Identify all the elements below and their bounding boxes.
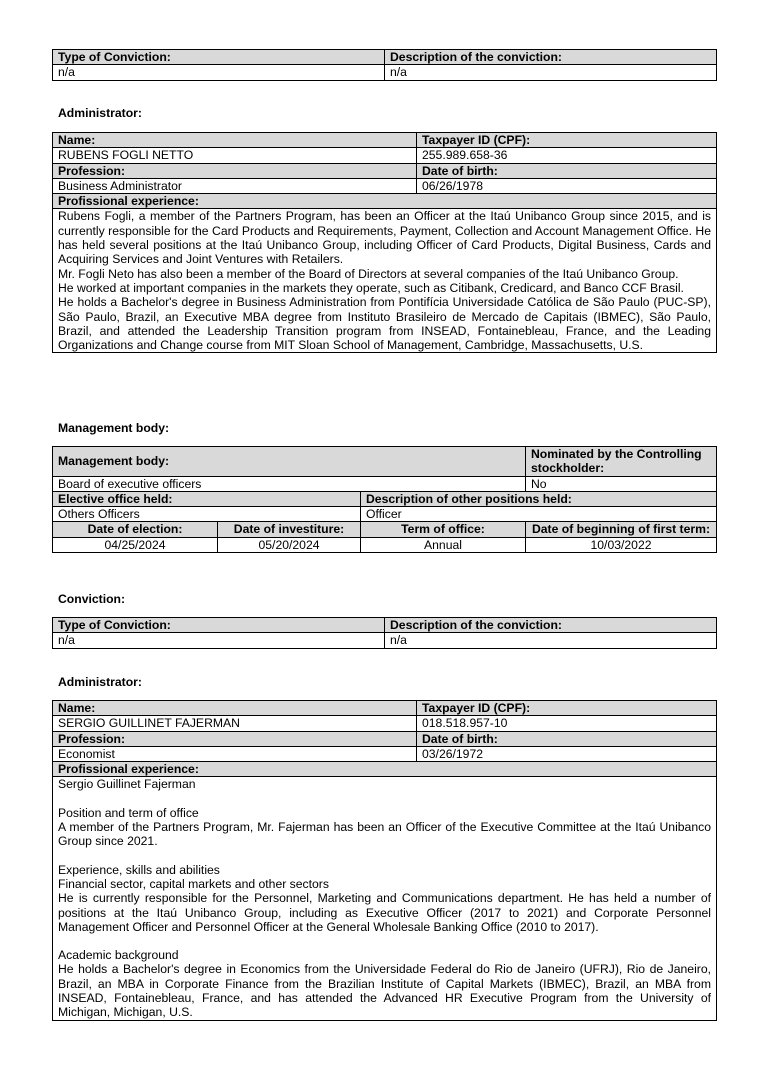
profession-value: Business Administrator (53, 178, 417, 193)
experience-paragraph: Financial sector, capital markets and other sectors (58, 876, 329, 891)
dob-value: 06/26/1978 (417, 178, 717, 193)
election-date-value: 04/25/2024 (53, 537, 218, 552)
experience-subheading: Experience, skills and abilities (58, 862, 220, 877)
name-value: RUBENS FOGLI NETTO (53, 148, 417, 163)
conviction-type-label: Type of Conviction: (53, 50, 385, 65)
experience-text (53, 777, 717, 1020)
experience-label: Profissional experience: (53, 762, 717, 777)
experience-paragraph: He holds a Bachelor's degree in Business Administration from Pontifícia Universidade Católica de São Paulo (PUC-SP), São Paulo, Brazil, an Executive MBA degree from Instituto Brasileiro de Mercado de Capitais (IBMEC), São Paulo, Brazil, and attended the Leadership Transition program from INSEAD, Fontainebleau, France, and the Leading Organizations and Change course from MIT Sloan School of Management, Cambridge, Massachusetts, U.S. (58, 295, 711, 353)
profession-label: Profession: (53, 731, 417, 746)
experience-subheading: Position and term of office (58, 805, 199, 820)
administrator-heading-2: Administrator: (58, 675, 142, 689)
first-term-date-value: 10/03/2022 (526, 537, 717, 552)
name-value: SERGIO GUILLINET FAJERMAN (53, 716, 417, 731)
conviction-type-value: n/a (53, 633, 385, 648)
experience-label: Profissional experience: (53, 194, 717, 209)
cpf-label: Taxpayer ID (CPF): (417, 133, 717, 148)
profession-label: Profession: (53, 163, 417, 178)
paragraph-spacer (58, 934, 711, 948)
first-term-date-label: Date of beginning of first term: (526, 522, 717, 537)
dob-value: 03/26/1972 (417, 746, 717, 761)
conviction-table-1 (52, 49, 717, 81)
management-body-table (52, 446, 717, 553)
experience-text (53, 209, 717, 353)
dob-label: Date of birth: (417, 731, 717, 746)
conviction-desc-label: Description of the conviction: (385, 618, 717, 633)
conviction-heading: Conviction: (58, 592, 126, 606)
administrator-table-2 (52, 700, 717, 1021)
management-body-value: Board of executive officers (53, 476, 526, 491)
conviction-type-value: n/a (53, 65, 385, 80)
conviction-desc-value: n/a (385, 65, 717, 80)
experience-paragraph: Mr. Fogli Neto has also been a member of the Board of Directors at several companies of the Itaú Unibanco Group. (58, 266, 679, 281)
dob-label: Date of birth: (417, 163, 717, 178)
experience-paragraph: He is currently responsible for the Personnel, Marketing and Communications department. He has held a number of positions at the Itaú Unibanco Group, including as Executive Officer (2017 to 2021) and Corporate Personnel Management Officer and Personnel Officer at the General Wholesale Banking Office (2010 to 2017). (58, 891, 711, 934)
name-label: Name: (53, 701, 417, 716)
cpf-value: 018.518.957-10 (417, 716, 717, 731)
experience-paragraph: He holds a Bachelor's degree in Economics from the Universidade Federal do Rio de Janeiro (UFRJ), Rio de Janeiro, Brazil, an MBA in Corporate Finance from the Brazilian Institute of Capital Markets (IBMEC), Brazil, an MBA from INSEAD, Fontainebleau, France, and has attended the Advanced HR Executive Program from the University of Michigan, Michigan, U.S. (58, 962, 711, 1020)
elective-office-value: Others Officers (53, 507, 361, 522)
conviction-desc-label: Description of the conviction: (385, 50, 717, 65)
administrator-heading-1: Administrator: (58, 106, 142, 120)
term-of-office-value: Annual (361, 537, 526, 552)
experience-subheading: Academic background (58, 948, 179, 963)
election-date-label: Date of election: (53, 522, 218, 537)
nominated-value: No (526, 476, 717, 491)
conviction-desc-value: n/a (385, 633, 717, 648)
paragraph-spacer (58, 792, 711, 806)
administrator-table-1 (52, 132, 717, 353)
investiture-date-label: Date of investiture: (218, 522, 361, 537)
paragraph-spacer (58, 849, 711, 863)
other-positions-label: Description of other positions held: (361, 491, 717, 506)
management-body-label: Management body: (53, 447, 526, 477)
experience-paragraph: Sergio Guillinet Fajerman (58, 777, 196, 792)
profession-value: Economist (53, 746, 417, 761)
conviction-type-label: Type of Conviction: (53, 618, 385, 633)
other-positions-value: Officer (361, 507, 717, 522)
cpf-value: 255.989.658-36 (417, 148, 717, 163)
management-body-heading: Management body: (58, 421, 170, 435)
experience-paragraph: Rubens Fogli, a member of the Partners Program, has been an Officer at the Itaú Unibanco Group since 2015, and is currently responsible for the Card Products and Requirements, Payment, Collection and Account Management Office. He has held several positions at the Itaú Unibanco Group, including Officer of Card Products, Digital Business, Cards and Acquiring Services and Joint Ventures with Retailers. (58, 209, 711, 267)
cpf-label: Taxpayer ID (CPF): (417, 701, 717, 716)
investiture-date-value: 05/20/2024 (218, 537, 361, 552)
elective-office-label: Elective office held: (53, 491, 361, 506)
experience-paragraph: A member of the Partners Program, Mr. Fajerman has been an Officer of the Executive Committee at the Itaú Unibanco Group since 2021. (58, 820, 711, 849)
nominated-label: Nominated by the Controlling stockholder: (526, 447, 717, 477)
experience-paragraph: He worked at important companies in the markets they operate, such as Citibank, Credicard, and Banco CCF Brasil. (58, 280, 684, 295)
conviction-table-2 (52, 617, 717, 649)
term-of-office-label: Term of office: (361, 522, 526, 537)
name-label: Name: (53, 133, 417, 148)
